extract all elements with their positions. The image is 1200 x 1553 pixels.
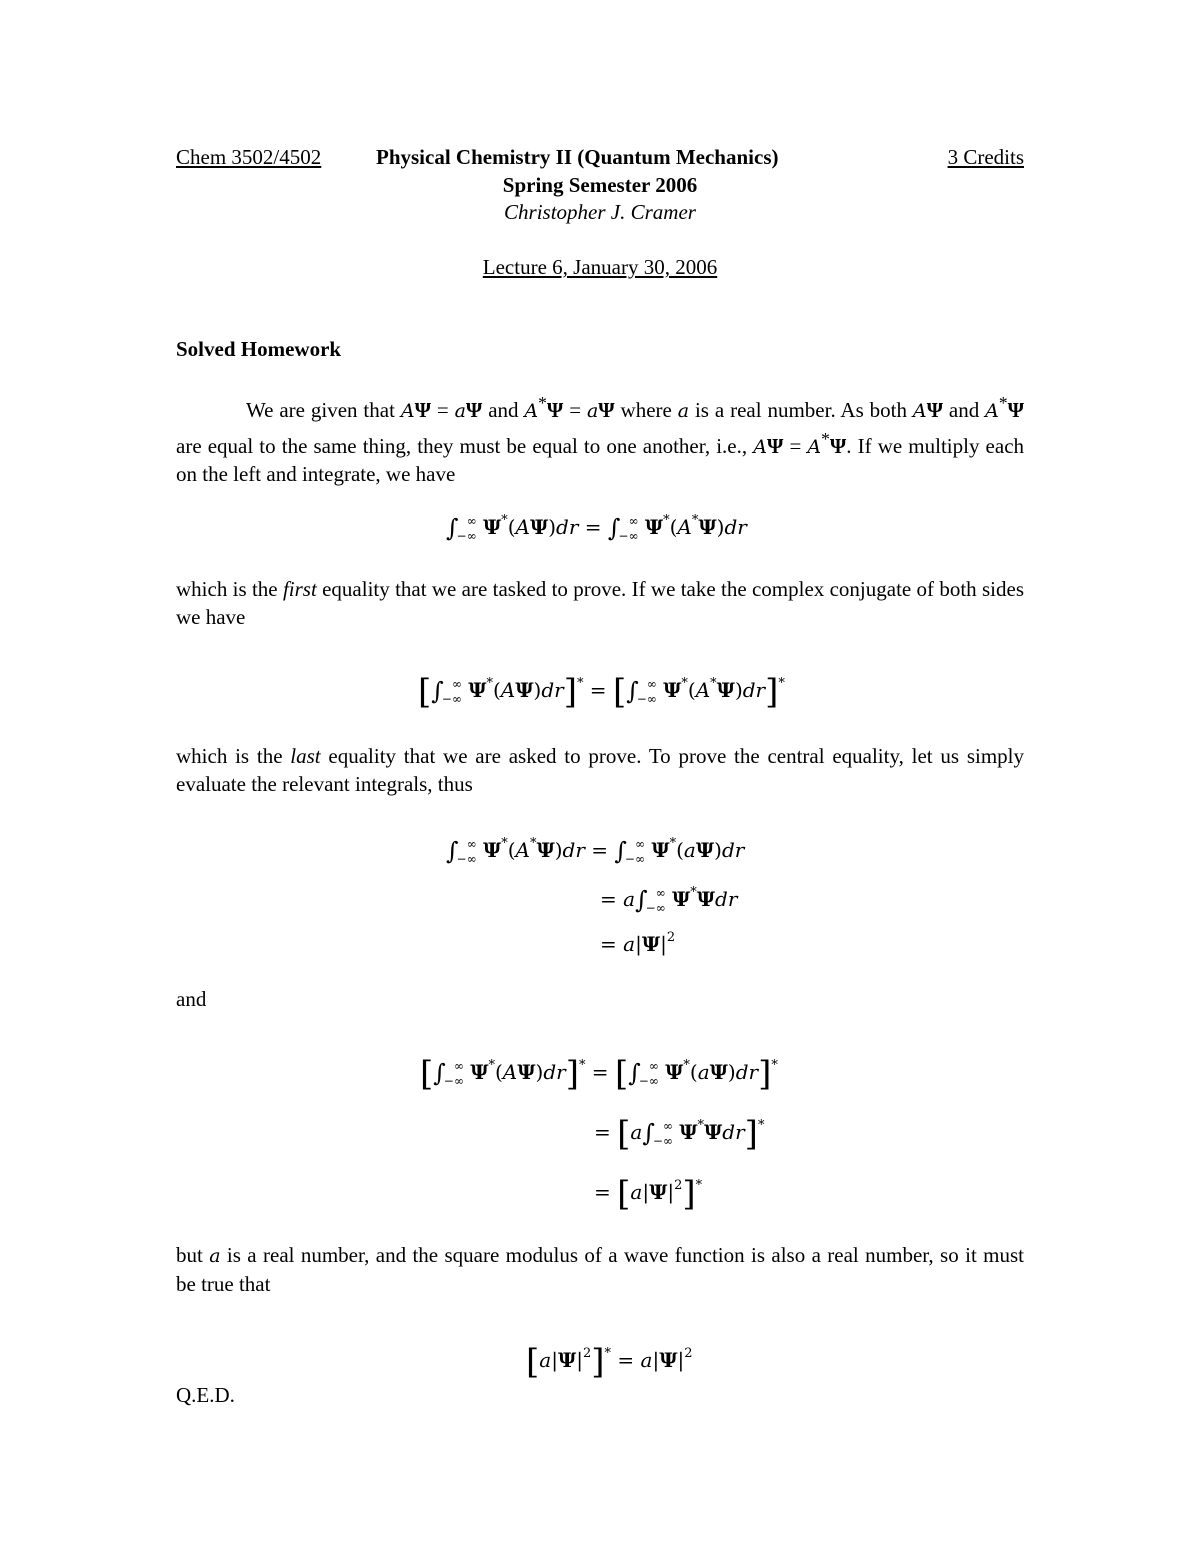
paragraph-given: We are given that AΨ = aΨ and A*Ψ = aΨ where a is a real number. As both AΨ and A*Ψ are equal to the same thing, they must be equal to one another, i.e., AΨ = A*Ψ. If we multiply each on the left and integrate, we have [176,393,1025,486]
equation-conjugate-3: = $[a|\Psi|^2]^*$ [594,1174,703,1214]
equation-central-3: = $a|\Psi|^2$ [600,930,676,956]
equation-central-2: = $a\int_{-\infty}^\infty$ Ψ*Ψdr [600,885,738,915]
and-text: and [176,987,207,1011]
equation-conjugate-1: [$\int_{-\infty}^\infty$ $\Psi^*(A\Psi)dr]^* = [\int_{-\infty}^\infty$ Ψ*(aΨ)dr]* [420,1054,778,1094]
equation-central-1: $\int_{-\infty}^\infty$ $\Psi^*(A^*\Psi)dr = \int_{-\infty}^\infty$ Ψ*(aΨ)dr [446,836,745,866]
credits: 3 Credits [947,145,1024,169]
qed: Q.E.D. [176,1383,235,1407]
paragraph-conclusion: but a is a real number, and the square modulus of a wave function is also a real number, so it must be true that [176,1243,1024,1296]
paragraph-last: which is the last equality that we are asked to prove. To prove the central equality, let us simply evaluate the relevant integrals, thus [176,744,1024,796]
equation-conjugate: [$\int_{-\infty}^\infty$ $\Psi^*(A\Psi)dr]^* = [\int_{-\infty}^\infty$ Ψ*(A*Ψ)dr]* [418,672,785,712]
course-title: Physical Chemistry II (Quantum Mechanics) [376,145,779,169]
paragraph-first: which is the first equality that we are tasked to prove. If we take the complex conjugate of both sides we have [176,577,1024,629]
section-title: Solved Homework [176,337,342,361]
lecture-title: Lecture 6, January 30, 2006 [482,255,718,279]
semester: Spring Semester 2006 [502,173,698,197]
equation-first-equality: $\int_{-\infty}^\infty$ $\Psi^*(A\Psi)dr = \int_{-\infty}^\infty$ Ψ*(A*Ψ)dr [446,513,747,543]
equation-conjugate-2: = [$a\int_{-\infty}^\infty$ Ψ*Ψdr]* [594,1114,765,1154]
course-code: Chem 3502/4502 [176,145,322,169]
instructor: Christopher J. Cramer [504,200,696,224]
equation-final: $[a|\Psi|^2]^* = a|\Psi|^2$ [526,1342,693,1382]
